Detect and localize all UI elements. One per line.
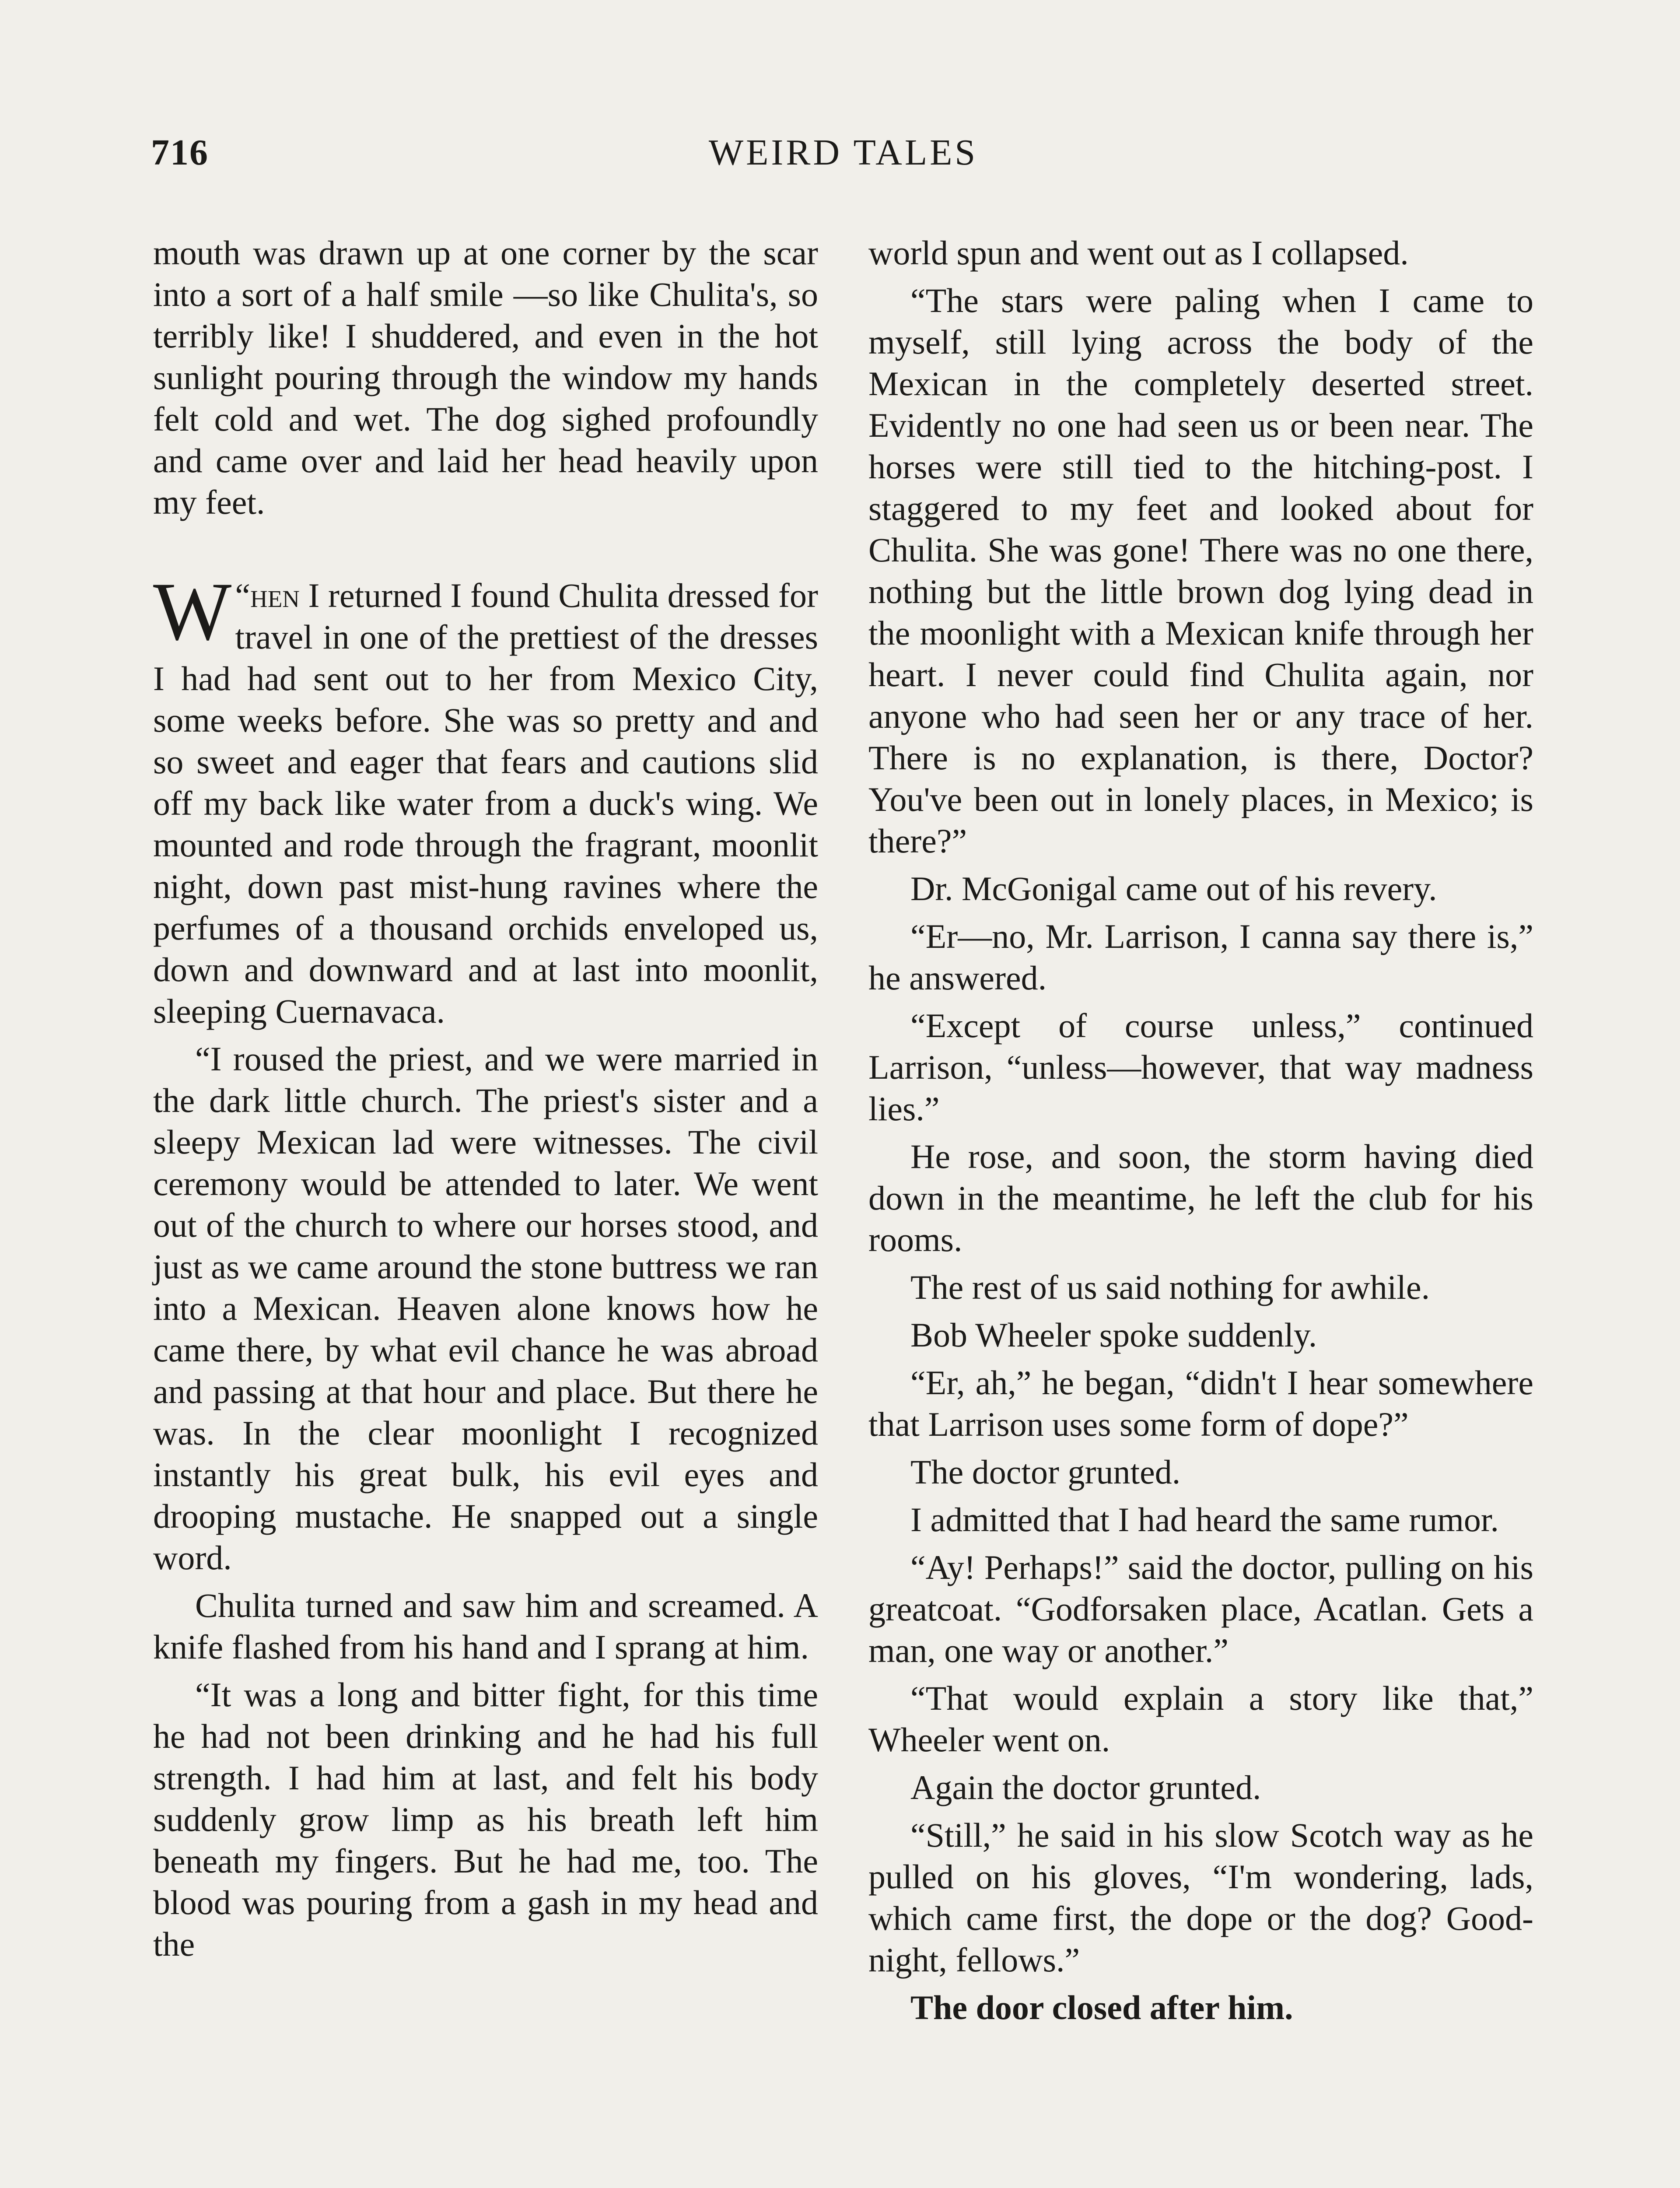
small-caps-word: hen bbox=[250, 576, 300, 614]
paragraph: The rest of us said nothing for awhile. bbox=[910, 1268, 1430, 1306]
right-column bbox=[868, 232, 1533, 2034]
paragraph: “I roused the priest, and we were married in the dark little church. The priest's sister and a sleepy Mexican lad were witnesses. The civil ceremony would be attended to later. We went out of the church to where our horses stood, and just as we came around the stone buttress we ran into a Mexican. Heaven alone knows how he came there, by what evil chance he was abroad and passing at that hour and place. But there he was. In the clear moonlight I recognized instantly his great bulk, his evil eyes and drooping mustache. He snapped out a single word. bbox=[153, 1040, 818, 1577]
paragraph: “Except of course unless,” continued Larrison, “unless—however, that way madness lies.” bbox=[868, 1006, 1533, 1128]
paragraph: Bob Wheeler spoke suddenly. bbox=[910, 1316, 1317, 1354]
paragraph: “Ay! Perhaps!” said the doctor, pulling on his greatcoat. “Godforsaken place, Acatlan. Gets a man, one way or another.” bbox=[868, 1548, 1533, 1669]
drop-cap-letter: W bbox=[153, 566, 232, 658]
paragraph: Again the doctor grunted. bbox=[910, 1768, 1261, 1806]
page-number: 716 bbox=[151, 132, 209, 173]
section-opening-paragraph bbox=[153, 566, 818, 1032]
paragraph-text: I returned I found Chulita dressed for travel in one of the prettiest of the dresses I had had sent out to her from Mexico City, some weeks before. She was so pretty and and so sweet and eager that fears and cautions slid off my back like water from a duck's wing. We mounted and rode through the fragrant, moonlit night, down past mist-hung ravines where the perfumes of a thousand orchids enveloped us, down and downward and at last into moonlit, sleeping Cuernavaca. bbox=[153, 576, 818, 1030]
magazine-title: WEIRD TALES bbox=[708, 132, 978, 173]
paragraph: He rose, and soon, the storm having died down in the meantime, he left the club for his rooms. bbox=[868, 1137, 1533, 1259]
paragraph: The doctor grunted. bbox=[910, 1453, 1181, 1491]
paragraph: “Er, ah,” he began, “didn't I hear somewhere that Larrison uses some form of dope?” bbox=[868, 1364, 1533, 1443]
page-header bbox=[151, 131, 1536, 188]
paragraph: “It was a long and bitter fight, for this time he had not been drinking and he had his full strength. I had him at last, and felt his body suddenly grow limp as his breath left him beneath my fingers. But he had me, too. The blood was pouring from a gash in my head and the bbox=[153, 1676, 818, 1963]
paragraph: “Still,” he said in his slow Scotch way as he pulled on his gloves, “I'm wondering, lads, which came first, the dope or the dog? Good-night, fellows.” bbox=[868, 1816, 1533, 1979]
paragraph: Dr. McGonigal came out of his revery. bbox=[910, 870, 1437, 908]
closing-paragraph: The door closed after him. bbox=[910, 1988, 1293, 2027]
paragraph: Chulita turned and saw him and screamed. A knife flashed from his hand and I sprang at him. bbox=[153, 1586, 818, 1666]
opening-quote: “ bbox=[235, 576, 250, 614]
paragraph: “The stars were paling when I came to myself, still lying across the body of the Mexican in the completely deserted street. Evidently no one had seen us or been near. The horses were still tied to the hitching-post. I staggered to my feet and looked about for Chulita. She was gone! There was no one there, nothing but the little brown dog lying dead in the moonlight with a Mexican knife through her heart. I never could find Chulita again, nor anyone who had seen her or any trace of her. There is no explanation, is there, Doctor? You've been out in lonely places, in Mexico; is there?” bbox=[868, 281, 1533, 860]
left-column bbox=[153, 232, 818, 1971]
paragraph: “That would explain a story like that,” Wheeler went on. bbox=[868, 1679, 1533, 1759]
paragraph: I admitted that I had heard the same rumor. bbox=[910, 1501, 1499, 1539]
paragraph: world spun and went out as I collapsed. bbox=[868, 234, 1409, 272]
paragraph: mouth was drawn up at one corner by the scar into a sort of a half smile —so like Chulita's, so terribly like! I shuddered, and even in the hot sunlight pouring through the window my hands felt cold and wet. The dog sighed profoundly and came over and laid her head heavily upon my feet. bbox=[153, 234, 818, 521]
paragraph: “Er—no, Mr. Larrison, I canna say there is,” he answered. bbox=[868, 917, 1533, 997]
